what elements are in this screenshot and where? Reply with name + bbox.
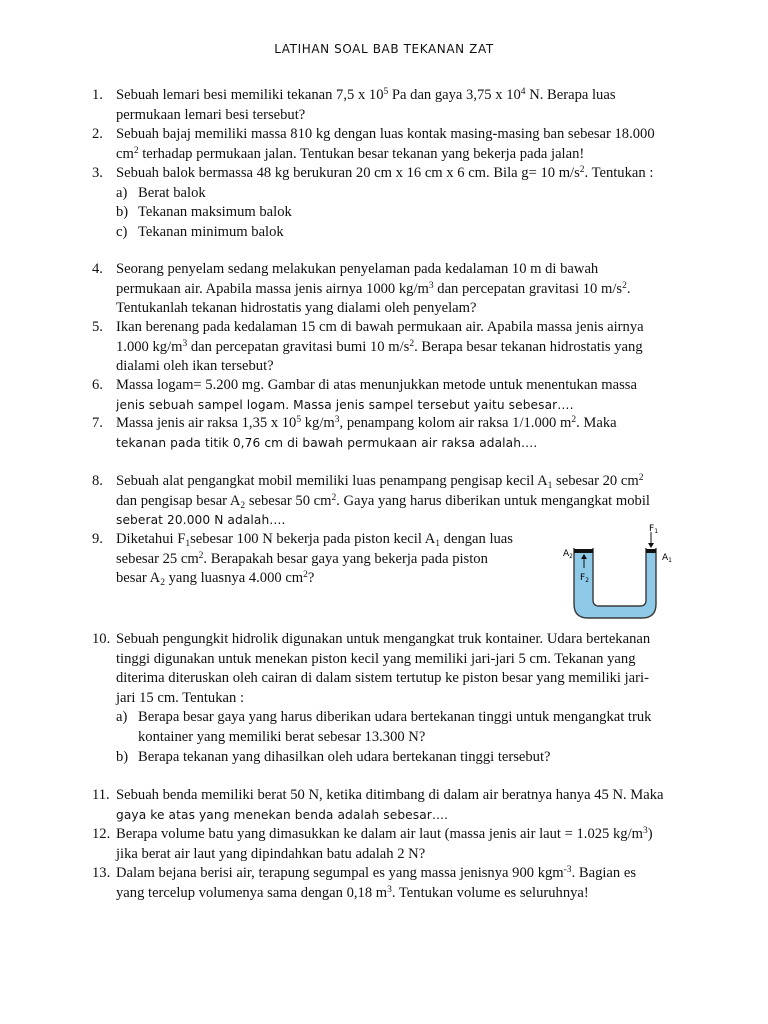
question-line: Sebuah bajaj memiliki massa 810 kg dengan luas kontak masing-masing ban sebesar 18.000 xyxy=(116,126,655,142)
page-title: LATIHAN SOAL BAB TEKANAN ZAT xyxy=(274,42,494,56)
question-number: 2. xyxy=(92,126,103,142)
question-line: Sebuah alat pengangkat mobil memiliki luas penampang pengisap kecil $A_1$ sebesar 20 $cm^2$ xyxy=(116,473,644,491)
question-line: $cm^2$ terhadap permukaan jalan. Tentukan besar tekanan yang bekerja pada jalan! xyxy=(116,145,585,162)
tube-inner xyxy=(593,548,646,606)
sub-question-c: c) Tekanan minimum balok xyxy=(116,223,284,240)
question-number: 6. xyxy=(92,377,103,393)
sub-question-a: a) Berat balok xyxy=(116,184,206,201)
label-f2: $F_2$ xyxy=(580,573,590,584)
question-line: Sebuah pengungkit hidrolik digunakan untuk mengangkat truk kontainer. Udara bertekanan xyxy=(116,631,651,647)
question-number: 7. xyxy=(92,415,103,431)
sub-question-a: a) Berapa besar gaya yang harus diberikan udara bertekanan tinggi untuk mengangkat truk xyxy=(116,709,652,726)
question-line: permukaan air. Apabila massa jenis airnya 1000 $kg/m^3$ dan percepatan gravitasi 10 $m/s^2$. xyxy=(116,280,631,297)
question-number: 13. xyxy=(92,865,111,881)
question-line: diterima diteruskan oleh cairan di dalam sistem tertutup ke piston besar yang memiliki jari- xyxy=(116,670,649,687)
question-number: 9. xyxy=(92,531,103,547)
question-line: Sebuah lemari besi memiliki tekanan 7,5 x $10^5$ Pa dan gaya 3,75 x $10^4$ N. Berapa luas xyxy=(116,87,616,103)
question-number: 4. xyxy=(92,261,103,277)
question-number: 12. xyxy=(92,826,111,842)
question-line: dialami oleh ikan tersebut? xyxy=(116,358,274,375)
sub-question-b: b) Berapa tekanan yang dihasilkan oleh udara bertekanan tinggi tersebut? xyxy=(116,748,551,765)
question-line: 1.000 $kg/m^3$ dan percepatan gravitasi bumi 10 $m/s^2$. Berapa besar tekanan hidrostatis yang xyxy=(116,338,643,355)
question-line: Massa logam= 5.200 mg. Gambar di atas menunjukkan metode untuk menentukan massa xyxy=(116,377,637,393)
question-line: Diketahui $F_1sebesar$ 100 N bekerja pada piston kecil $A_1$ dengan luas xyxy=(116,531,513,549)
question-number: 1. xyxy=(92,87,103,103)
question-line: dan pengisap besar $A_2$ sebesar 50 $cm^2$. Gaya yang harus diberikan untuk mengangkat mobil xyxy=(116,492,650,511)
question-number: 3. xyxy=(92,165,103,181)
question-number: 5. xyxy=(92,319,103,335)
question-line: yang tercelup volumenya sama dengan 0,18 $m^3$. Tentukan volume es seluruhnya! xyxy=(116,884,589,901)
question-line: Sebuah balok bermassa 48 kg berukuran 20 cm x 16 cm x 6 cm. Bila g= 10 $m/s^2$. Tentukan : xyxy=(116,165,654,181)
question-line: permukaan lemari besi tersebut? xyxy=(116,106,306,123)
question-line: Massa jenis air raksa 1,35 x $10^5$ $kg/m^3$, penampang kolom air raksa 1/1.000 $m^2$. Maka xyxy=(116,415,617,431)
question-line: besar $A_2$ yang luasnya 4.000 $cm^2$? xyxy=(116,570,315,589)
question-line: jika berat air laut yang dipindahkan batu adalah 2 N? xyxy=(116,845,426,862)
question-line: Berapa volume batu yang dimasukkan ke dalam air laut (massa jenis air laut = 1.025 $kg/m^3$) xyxy=(116,826,653,842)
question-line: tekanan pada titik 0,76 cm di bawah permukaan air raksa adalah…. xyxy=(116,435,538,450)
fluid xyxy=(574,552,656,618)
question-line: Dalam bejana berisi air, terapung segumpal es yang massa jenisnya 900 kgm$^{-3}$. Bagian es xyxy=(116,865,637,881)
question-number: 8. xyxy=(92,473,103,489)
question-number: 11. xyxy=(92,787,110,803)
question-line: sebesar 25 $cm^2$. Berapakah besar gaya yang bekerja pada piston xyxy=(116,550,488,567)
label-a1: $A_1$ xyxy=(662,553,672,564)
question-line: gaya ke atas yang menekan benda adalah sebesar…. xyxy=(116,807,449,822)
question-line: Sebuah benda memiliki berat 50 N, ketika ditimbang di dalam air beratnya hanya 45 N. Maka xyxy=(116,787,664,803)
question-line: jari 15 cm. Tentukan : xyxy=(116,689,244,706)
label-f1: $F_1$ xyxy=(649,524,659,535)
question-line: seberat 20.000 N adalah…. xyxy=(116,513,286,528)
large-piston xyxy=(574,549,593,553)
question-line: tinggi digunakan untuk menekan piston kecil yang memiliki jari-jari 5 cm. Tekanan yang xyxy=(116,650,636,667)
question-number: 10. xyxy=(92,631,111,647)
question-line: jenis sebuah sampel logam. Massa jenis sampel tersebut yaitu sebesar…. xyxy=(116,397,574,412)
label-a2: $A_2$ xyxy=(563,549,573,560)
f1-arrowhead xyxy=(648,543,654,548)
question-line: Tentukanlah tekanan hidrostatis yang dialami oleh penyelam? xyxy=(116,300,477,317)
small-piston xyxy=(646,549,656,553)
hydraulic-u-tube-diagram xyxy=(558,520,682,624)
sub-question-a-continued: kontainer yang memiliki berat sebesar 13.300 N? xyxy=(138,728,426,745)
sub-question-b: b) Tekanan maksimum balok xyxy=(116,204,292,221)
question-line: Ikan berenang pada kedalaman 15 cm di bawah permukaan air. Apabila massa jenis airnya xyxy=(116,319,644,335)
question-line: Seorang penyelam sedang melakukan penyelaman pada kedalaman 10 m di bawah xyxy=(116,261,599,277)
